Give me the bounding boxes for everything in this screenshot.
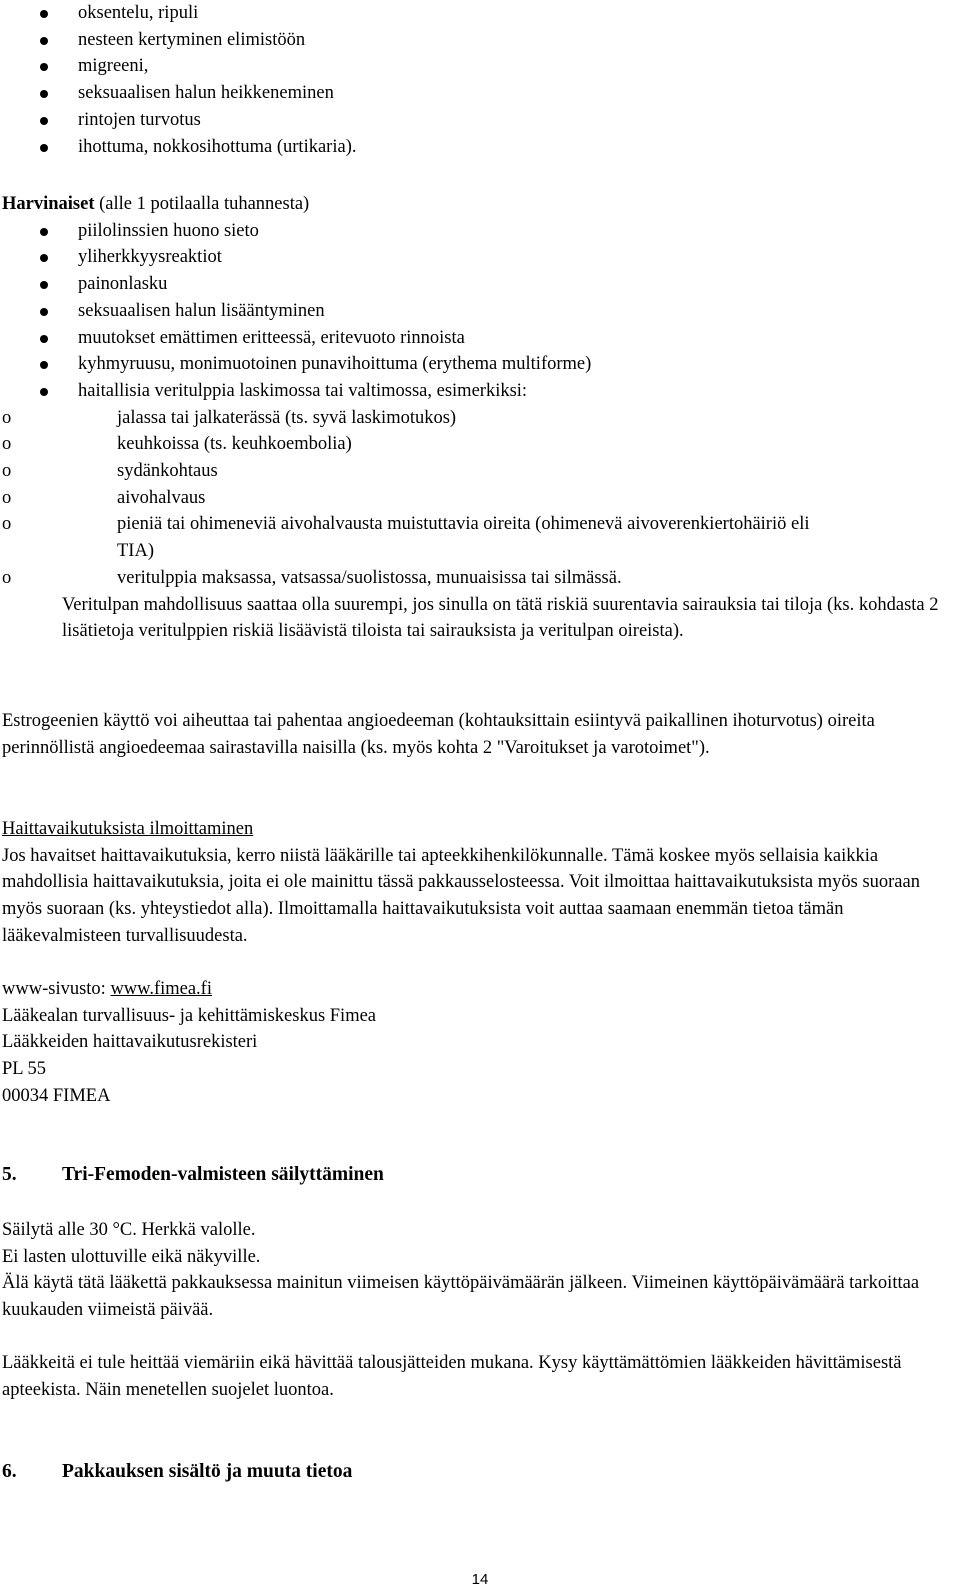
reporting-body: Jos havaitset haittavaikutuksia, kerro niistä lääkärille tai apteekkihenkilökunnalle. Tämä koskee myös sellaisia kaikkia mahdollisia haittavaikutuksia, joita ei ole mainittu tässä pakkausselosteessa. Voit ilmoittaa haittavaikutuksista myös suoraan myös suoraan (ks. yhteystiedot alla). Ilmoittamalla haittavaikutuksista voit auttaa saamaan enemmän tietoa tämän lääkevalmisteen turvallisuudesta.: [2, 845, 920, 946]
list-item: kyhmyruusu, monimuotoinen punavihoittuma (erythema multiforme): [2, 351, 950, 378]
rare-label: Harvinaiset: [2, 194, 95, 214]
rare-heading: [2, 191, 950, 218]
storage-line: Älä käytä tätä lääkettä pakkauksessa mainitun viimeisen käyttöpäivämäärän jälkeen. Viimeinen käyttöpäivämäärä tarkoittaa kuukauden viimeistä päivää.: [2, 1273, 920, 1321]
rare-section: [2, 191, 950, 645]
sub-bullet: o: [2, 461, 12, 482]
sub-bullet: o: [2, 434, 12, 455]
list-item: seksuaalisen halun heikkeneminen: [2, 80, 950, 107]
rare-note: (alle 1 potilaalla tuhannesta): [94, 194, 310, 214]
sub-bullet: o: [2, 567, 12, 588]
reporting-section: [2, 816, 950, 950]
list-item: ihottuma, nokkosihottuma (urtikaria).: [2, 134, 950, 161]
contact-line: Lääkealan turvallisuus- ja kehittämiskeskus Fimea: [2, 1005, 377, 1026]
sub-list-item: o jalassa tai jalkaterässä (ts. syvä laskimotukos): [2, 405, 950, 432]
website-line: [2, 976, 950, 1003]
list-item: painonlasku: [2, 271, 950, 298]
contact-line: Lääkkeiden haittavaikutusrekisteri: [2, 1032, 258, 1053]
thrombosis-sublist: [2, 405, 950, 592]
list-item: haitallisia veritulppia laskimossa tai valtimossa, esimerkiksi:: [2, 378, 950, 405]
contact-line: 00034 FIMEA: [2, 1085, 111, 1106]
storage-block: [2, 1217, 950, 1324]
list-item: rintojen turvotus: [2, 107, 950, 134]
storage-line: Säilytä alle 30 °C. Herkkä valolle.: [2, 1220, 256, 1240]
contact-line: PL 55: [2, 1059, 47, 1080]
list-item: oksentelu, ripuli: [2, 0, 950, 27]
list-item: muutokset emättimen eritteessä, eritevuoto rinnoista: [2, 325, 950, 352]
section-6-title: Pakkauksen sisältö ja muuta tietoa: [62, 1461, 353, 1482]
list-item: migreeni,: [2, 53, 950, 80]
contact-block: [2, 976, 950, 1110]
sub-list-item: o keuhkoissa (ts. keuhkoembolia): [2, 431, 950, 458]
website-label: www-sivusto:: [2, 979, 111, 999]
risk-note: Veritulpan mahdollisuus saattaa olla suurempi, jos sinulla on tätä riskiä suurentavia sairauksia tai tiloja (ks. kohdasta 2 lisätietoja veritulppien riskiä lisäävistä tiloista tai sairauksista ja veritulpan oireista).: [62, 594, 939, 642]
section-6-number: 6.: [2, 1461, 17, 1482]
fimea-link[interactable]: www.fimea.fi: [110, 979, 212, 999]
sub-list-item: o aivohalvaus: [2, 485, 950, 512]
estrogen-paragraph: Estrogeenien käyttö voi aiheuttaa tai pahentaa angioedeeman (kohtauksittain esiintyvä paikallinen ihoturvotus) oireita perinnöllistä angioedeemaa sairastavilla naisilla (ks. myös kohta 2 "Varoitukset ja varotoimet").: [2, 711, 875, 758]
sub-bullet: o: [2, 514, 12, 535]
storage-line: Ei lasten ulottuville eikä näkyville.: [2, 1246, 261, 1267]
side-effects-list: [2, 0, 950, 160]
page-number: 14: [471, 1571, 489, 1588]
list-item: nesteen kertyminen elimistöön: [2, 27, 950, 54]
section-5-number: 5.: [2, 1164, 17, 1185]
section-6-heading: [2, 1459, 950, 1486]
list-item: piilolinssien huono sieto: [2, 218, 950, 245]
reporting-heading: Haittavaikutuksista ilmoittaminen: [2, 819, 254, 839]
sub-list-item: o pieniä tai ohimeneviä aivohalvausta muistuttavia oireita (ohimenevä aivoverenkiertohäiriö eli TIA): [2, 511, 950, 564]
sub-list-item: o sydänkohtaus: [2, 458, 950, 485]
section-5-heading: [2, 1162, 950, 1189]
list-item: yliherkkyysreaktiot: [2, 244, 950, 271]
sub-list-item: o veritulppia maksassa, vatsassa/suolistossa, munuaisissa tai silmässä.: [2, 565, 950, 592]
sub-bullet: o: [2, 407, 12, 428]
section-5-title: Tri-Femoden-valmisteen säilyttäminen: [62, 1164, 384, 1185]
sub-bullet: o: [2, 487, 12, 508]
list-item: seksuaalisen halun lisääntyminen: [2, 298, 950, 325]
disposal-paragraph: Lääkkeitä ei tule heittää viemäriin eikä hävittää talousjätteiden mukana. Kysy käyttämättömien lääkkeiden hävittämisestä apteekista. Näin menetellen suojelet luontoa.: [2, 1353, 902, 1400]
